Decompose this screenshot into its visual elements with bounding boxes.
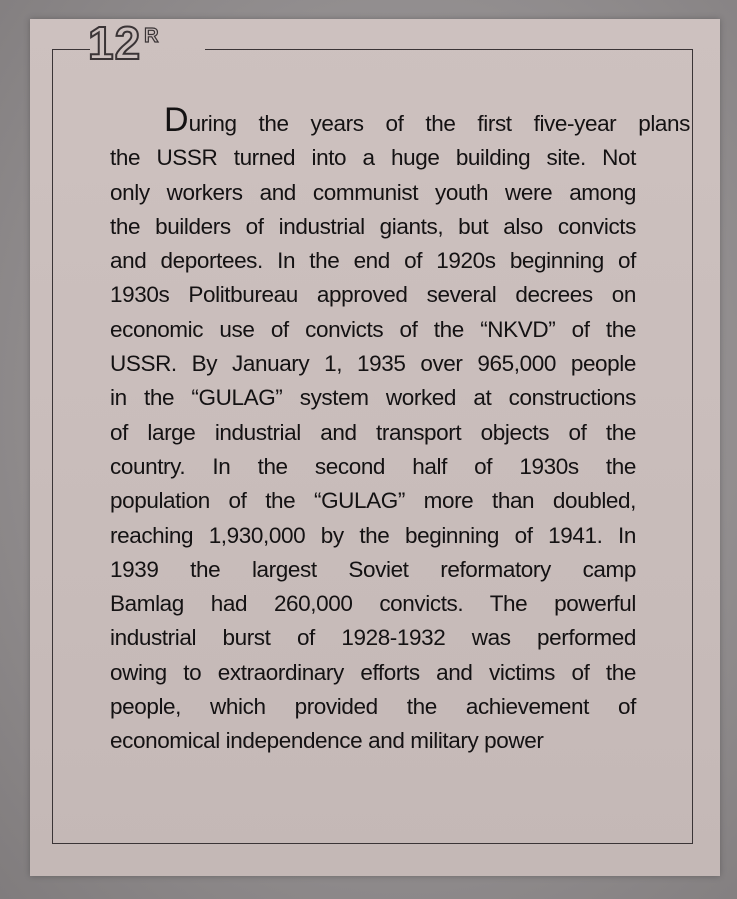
text-line: industrial burst of 1928-1932 was performed <box>110 625 636 651</box>
text-line: the builders of industrial giants, but also convicts <box>110 213 636 239</box>
section-suffix: R <box>144 25 159 47</box>
body-text <box>110 101 690 759</box>
text-line: economic use of convicts of the “NKVD” of the <box>110 316 636 342</box>
text-line-content: uring the years of the first five-year plans <box>188 111 690 136</box>
text-line: only workers and communist youth were among <box>110 179 636 205</box>
text-line: population of the “GULAG” more than doubled, <box>110 488 636 514</box>
text-line: Bamlag had 260,000 convicts. The powerful <box>110 591 636 617</box>
text-line: people, which provided the achievement of <box>110 694 636 720</box>
panel-frame-top-right <box>205 49 693 50</box>
text-line: the USSR turned into a huge building site. Not <box>110 145 636 171</box>
section-badge <box>88 17 159 70</box>
text-line <box>110 103 690 141</box>
text-line: USSR. By January 1, 1935 over 965,000 people <box>110 351 636 377</box>
text-line: of large industrial and transport objects of the <box>110 419 636 445</box>
text-line: economical independence and military power <box>110 728 544 754</box>
text-line: reaching 1,930,000 by the beginning of 1941. In <box>110 522 636 548</box>
drop-cap: D <box>164 101 189 139</box>
section-number: 12 <box>88 17 142 69</box>
text-line: owing to extraordinary efforts and victims of the <box>110 659 636 685</box>
panel-frame-top-left <box>52 49 90 50</box>
text-line: 1930s Politbureau approved several decrees on <box>110 282 636 308</box>
text-line: country. In the second half of 1930s the <box>110 453 636 479</box>
text-line: 1939 the largest Soviet reformatory camp <box>110 556 636 582</box>
text-line: in the “GULAG” system worked at constructions <box>110 385 636 411</box>
text-line: and deportees. In the end of 1920s beginning of <box>110 248 636 274</box>
